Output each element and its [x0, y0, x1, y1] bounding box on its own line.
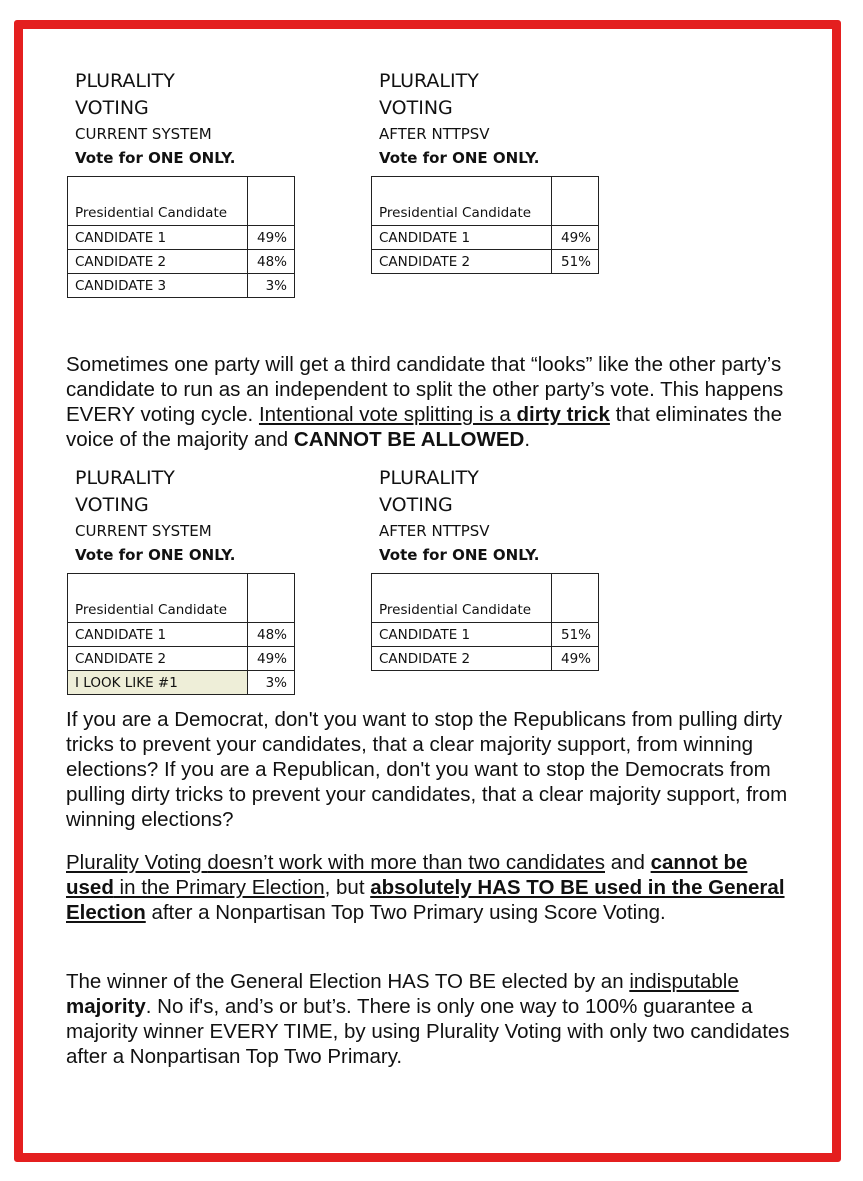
column-header: Presidential Candidate: [68, 574, 248, 623]
ballot-subtitle: AFTER NTTPSV: [379, 522, 490, 540]
ballot-heading-line1: PLURALITY: [75, 467, 175, 489]
para3-rest: after a Nonpartisan Top Two Primary using Score Voting.: [145, 901, 666, 924]
column-header-empty: [552, 177, 599, 226]
vote-percent: 49%: [248, 226, 295, 250]
vote-percent: 48%: [248, 250, 295, 274]
ballot-current-system-2: [67, 465, 295, 695]
table-row: [68, 671, 295, 695]
para3-plurality-voting: Plurality Voting: [66, 851, 208, 874]
ballot-heading-line2: VOTING: [379, 97, 453, 119]
table-row: [68, 647, 295, 671]
para3-cannot-be-used: cannot be used: [66, 851, 748, 899]
candidate-name: CANDIDATE 2: [372, 250, 552, 274]
ballot-after-nttpsv-1: [371, 68, 599, 274]
ballot-heading-line2: VOTING: [379, 494, 453, 516]
candidate-name: CANDIDATE 2: [372, 647, 552, 671]
para4-text: The winner of the General Election HAS TO BE elected by an: [66, 970, 630, 993]
ballot-table: [371, 176, 599, 274]
vote-percent: 49%: [552, 647, 599, 671]
candidate-name: CANDIDATE 2: [68, 647, 248, 671]
vote-percent: 48%: [248, 623, 295, 647]
table-row: [68, 623, 295, 647]
ballot-instruction: Vote for ONE ONLY.: [75, 149, 236, 167]
paragraph-democrat-republican: If you are a Democrat, don't you want to stop the Republicans from pulling dirty tricks to prevent your candidates, that a clear majority support, from winning elections? If you are a Republican, don't you want to stop the Democrats from pulling dirty tricks to prevent your candidates, that a clear majority support, from winning elections?: [66, 708, 788, 831]
para4-rest: . No if's, and’s or but’s. There is only one way to 100% guarantee a majority winner EVERY TIME, by using Plurality Voting with only two candidates after a Nonpartisan Top Two Primary.: [66, 995, 790, 1068]
ballot-table: [67, 176, 295, 298]
para4-indisputable: indisputable: [629, 970, 739, 993]
table-row: [68, 250, 295, 274]
para1-dirty-trick: dirty trick: [516, 403, 610, 426]
candidate-name: CANDIDATE 3: [68, 274, 248, 298]
column-header-empty: [248, 177, 295, 226]
vote-percent: 3%: [248, 274, 295, 298]
vote-percent: 3%: [248, 671, 295, 695]
column-header-empty: [552, 574, 599, 623]
candidate-name: I LOOK LIKE #1: [68, 671, 248, 695]
para1-text: Sometimes one party will get a third candidate that “looks” like the other party’s candidate to run as an independent to split the other party’s vote. This happens EVERY voting cycle.: [66, 353, 784, 426]
table-row: [372, 226, 599, 250]
table-row: [372, 647, 599, 671]
table-row: [372, 250, 599, 274]
para3-primary-election: in the Primary Election: [113, 876, 325, 899]
para3-and: and: [605, 851, 651, 874]
table-row: [68, 274, 295, 298]
candidate-name: CANDIDATE 1: [68, 623, 248, 647]
ballot-heading-line1: PLURALITY: [379, 70, 479, 92]
column-header: Presidential Candidate: [372, 177, 552, 226]
table-row: [372, 623, 599, 647]
para3-but: , but: [324, 876, 371, 899]
ballot-subtitle: AFTER NTTPSV: [379, 125, 490, 143]
para1-period: .: [524, 428, 531, 451]
candidate-name: CANDIDATE 2: [68, 250, 248, 274]
column-header-empty: [248, 574, 295, 623]
paragraph-vote-splitting: [66, 352, 796, 452]
paragraph-general-election: [66, 969, 796, 1069]
para3-absolutely-has-to: absolutely HAS TO BE used in the General Election: [66, 876, 785, 924]
ballot-table: [371, 573, 599, 671]
ballot-heading-line1: PLURALITY: [379, 467, 479, 489]
ballot-table: [67, 573, 295, 695]
table-row: [68, 226, 295, 250]
candidate-name: CANDIDATE 1: [68, 226, 248, 250]
ballot-instruction: Vote for ONE ONLY.: [379, 149, 540, 167]
ballot-subtitle: CURRENT SYSTEM: [75, 522, 212, 540]
para1-cannot-be-allowed: CANNOT BE ALLOWED: [293, 428, 525, 451]
candidate-name: CANDIDATE 1: [372, 623, 552, 647]
column-header: Presidential Candidate: [68, 177, 248, 226]
vote-percent: 51%: [552, 250, 599, 274]
para1-underlined-text: Intentional vote splitting is a: [258, 403, 517, 426]
ballot-after-nttpsv-2: [371, 465, 599, 671]
para3-more-than-two: doesn’t work with more than two candidates: [207, 851, 605, 874]
ballot-heading-line2: VOTING: [75, 494, 149, 516]
ballot-heading-line2: VOTING: [75, 97, 149, 119]
ballot-instruction: Vote for ONE ONLY.: [379, 546, 540, 564]
vote-percent: 51%: [552, 623, 599, 647]
column-header: Presidential Candidate: [372, 574, 552, 623]
ballot-heading-line1: PLURALITY: [75, 70, 175, 92]
vote-percent: 49%: [248, 647, 295, 671]
ballot-subtitle: CURRENT SYSTEM: [75, 125, 212, 143]
ballot-current-system-1: [67, 68, 295, 298]
ballot-instruction: Vote for ONE ONLY.: [75, 546, 236, 564]
vote-percent: 49%: [552, 226, 599, 250]
candidate-name: CANDIDATE 1: [372, 226, 552, 250]
para4-majority: majority: [66, 995, 146, 1018]
paragraph-plurality-voting: [66, 850, 796, 925]
para1-text-2: that eliminates the voice of the majority and: [66, 403, 782, 451]
